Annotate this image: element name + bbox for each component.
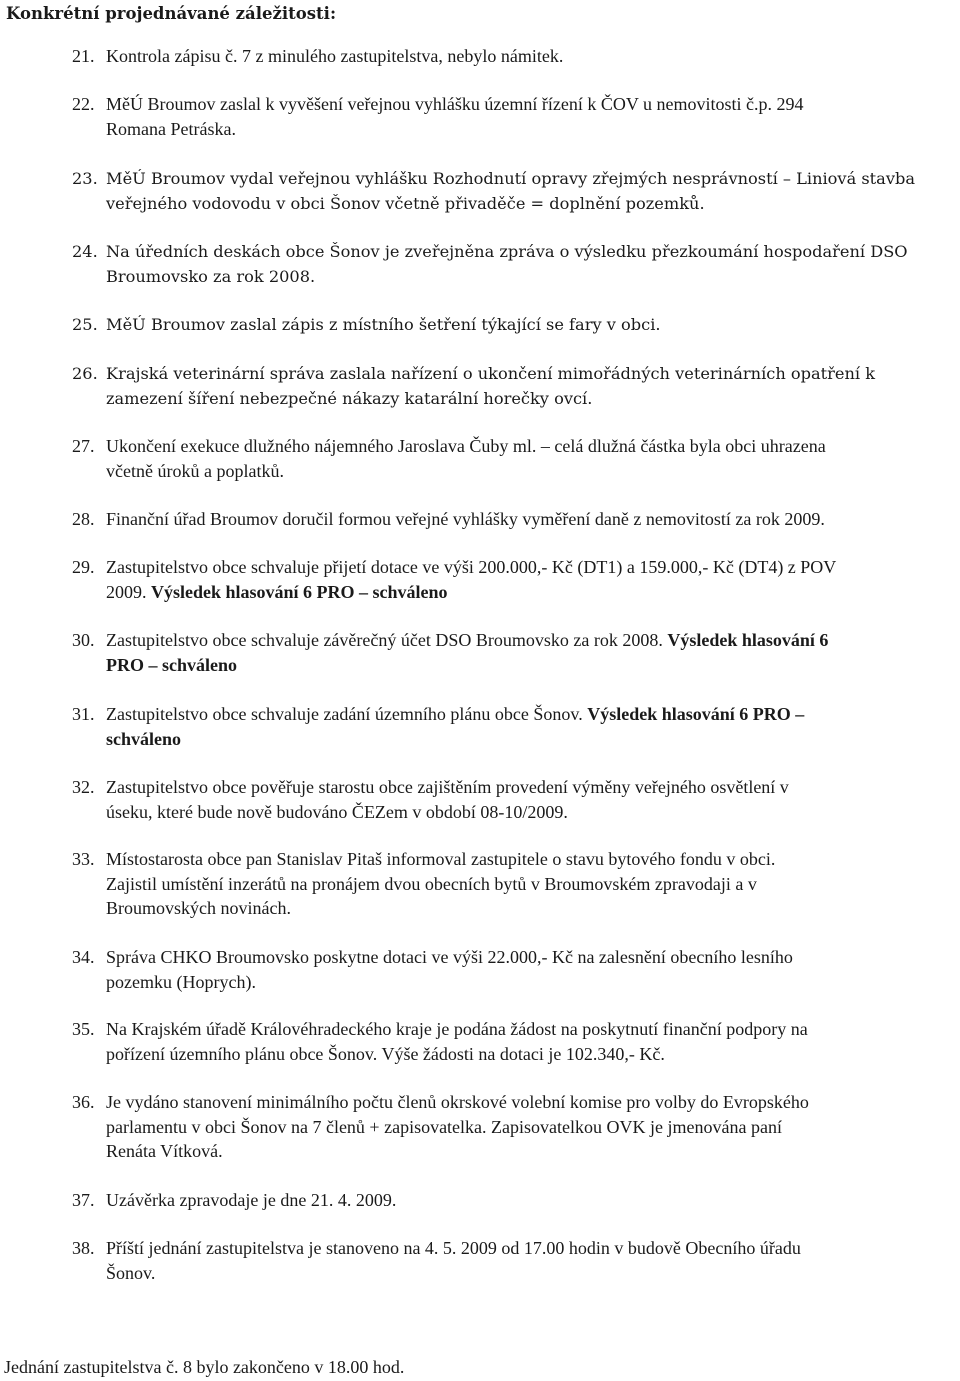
item-text: Místostarosta obce pan Stanislav Pitaš informoval zastupitele o stavu bytového fondu v obci. — [106, 849, 776, 869]
item-number: 34. — [72, 947, 95, 967]
item-number: 28. — [72, 509, 95, 529]
item-text: pořízení územního plánu obce Šonov. Výše žádosti na dotaci je 102.340,- Kč. — [106, 1043, 665, 1064]
item-text: Zastupitelstvo obce pověřuje starostu obce zajištěním provedení výměny veřejného osvětlení v — [106, 777, 789, 797]
list-item-33 — [0, 847, 960, 921]
item-text: Šonov. — [106, 1262, 156, 1283]
list-item-30 — [0, 628, 960, 677]
item-number: 21. — [72, 46, 95, 66]
list-item-31 — [0, 702, 960, 751]
list-item-38 — [0, 1236, 960, 1285]
item-number: 22. — [72, 94, 95, 114]
item-text: Romana Petráska. — [106, 118, 236, 139]
item-text: zamezení šíření nebezpečné nákazy katarální horečky ovcí. — [106, 388, 593, 408]
item-text: Broumovsko za rok 2008. — [106, 266, 316, 286]
list-item-23 — [0, 167, 960, 216]
item-number: 24. — [72, 242, 98, 261]
item-number: 29. — [72, 557, 95, 577]
item-text: Příští jednání zastupitelstva je stanoveno na 4. 5. 2009 od 17.00 hodin v budově Obecního úřadu — [106, 1238, 801, 1258]
section-heading: Konkrétní projednávané záležitosti: — [6, 4, 337, 23]
list-item-27 — [0, 434, 960, 483]
item-text: veřejného vodovodu v obci Šonov včetně přivaděče = doplnění pozemků. — [106, 193, 705, 213]
item-text: úseku, které bude nově budováno ČEZem v období 08-10/2009. — [106, 801, 568, 822]
item-number: 23. — [72, 169, 98, 188]
item-text: Finanční úřad Broumov doručil formou veřejné vyhlášky vyměření daně z nemovitostí za rok 2009. — [106, 509, 825, 529]
item-text: Zajistil umístění inzerátů na pronájem dvou obecních bytů v Broumovském zpravodaji a v — [106, 873, 757, 894]
item-text: Na Krajském úřadě Královéhradeckého kraje je podána žádost na poskytnutí finanční podpory na — [106, 1019, 808, 1039]
item-number: 32. — [72, 777, 95, 797]
item-number: 25. — [72, 315, 98, 334]
item-number: 36. — [72, 1092, 95, 1112]
item-text: parlamentu v obci Šonov na 7 členů + zapisovatelka. Zapisovatelkou OVK je jmenována paní — [106, 1116, 782, 1137]
item-text: MěÚ Broumov vydal veřejnou vyhlášku Rozhodnutí opravy zřejmých nesprávností – Liniová stavba — [106, 169, 915, 188]
vote-result: Výsledek hlasování 6 PRO – — [587, 704, 805, 724]
item-text: Zastupitelstvo obce schvaluje zadání územního plánu obce Šonov. — [106, 704, 588, 724]
list-item-28 — [0, 507, 960, 532]
item-number: 31. — [72, 704, 95, 724]
item-text: MěÚ Broumov zaslal zápis z místního šetření týkající se fary v obci. — [106, 315, 661, 334]
item-text: 2009. — [106, 581, 151, 602]
item-number: 26. — [72, 364, 98, 383]
list-item-36 — [0, 1090, 960, 1164]
vote-result: PRO – schváleno — [106, 654, 238, 675]
item-text: včetně úroků a poplatků. — [106, 460, 284, 481]
item-text: Na úředních deskách obce Šonov je zveřejněna zpráva o výsledku přezkoumání hospodaření DSO — [106, 242, 908, 261]
item-text: Uzávěrka zpravodaje je dne 21. 4. 2009. — [106, 1190, 397, 1210]
list-item-29 — [0, 555, 960, 604]
item-number: 37. — [72, 1190, 95, 1210]
item-number: 27. — [72, 436, 95, 456]
item-number: 30. — [72, 630, 95, 650]
list-item-21 — [0, 44, 960, 69]
list-item-25 — [0, 313, 960, 338]
vote-result: Výsledek hlasování 6 PRO – schváleno — [151, 581, 448, 602]
item-text: Krajská veterinární správa zaslala nařízení o ukončení mimořádných veterinárních opatření k — [106, 364, 876, 383]
item-text: Ukončení exekuce dlužného nájemného Jaroslava Čuby ml. – celá dlužná částka byla obci uhrazena — [106, 436, 826, 456]
list-item-35 — [0, 1017, 960, 1066]
item-number: 35. — [72, 1019, 95, 1039]
list-item-34 — [0, 945, 960, 994]
item-text: Renáta Vítková. — [106, 1141, 223, 1161]
item-text: MěÚ Broumov zaslal k vyvěšení veřejnou vyhlášku územní řízení k ČOV u nemovitosti č.p. 294 — [106, 94, 804, 114]
item-text: Broumovských novinách. — [106, 898, 291, 918]
vote-result: Výsledek hlasování 6 — [667, 630, 829, 650]
list-item-26 — [0, 362, 960, 411]
vote-result: schváleno — [106, 728, 182, 749]
item-text: Zastupitelstvo obce schvaluje závěrečný účet DSO Broumovsko za rok 2008. — [106, 630, 668, 650]
list-item-37 — [0, 1188, 960, 1213]
list-item-22 — [0, 92, 960, 141]
item-number: 38. — [72, 1238, 95, 1258]
item-text: pozemku (Hoprych). — [106, 971, 256, 992]
item-text: Zastupitelstvo obce schvaluje přijetí dotace ve výši 200.000,- Kč (DT1) a 159.000,- Kč (DT4) z POV — [106, 557, 837, 577]
item-text: Kontrola zápisu č. 7 z minulého zastupitelstva, nebylo námitek. — [106, 46, 564, 66]
item-text: Je vydáno stanovení minimálního počtu členů okrskové volební komise pro volby do Evropského — [106, 1092, 809, 1112]
item-number: 33. — [72, 849, 95, 869]
item-text: Správa CHKO Broumovsko poskytne dotaci ve výši 22.000,- Kč na zalesnění obecního lesního — [106, 947, 793, 967]
closing-note: Jednání zastupitelstva č. 8 bylo zakončeno v 18.00 hod. — [4, 1357, 405, 1377]
list-item-32 — [0, 775, 960, 824]
list-item-24 — [0, 240, 960, 289]
